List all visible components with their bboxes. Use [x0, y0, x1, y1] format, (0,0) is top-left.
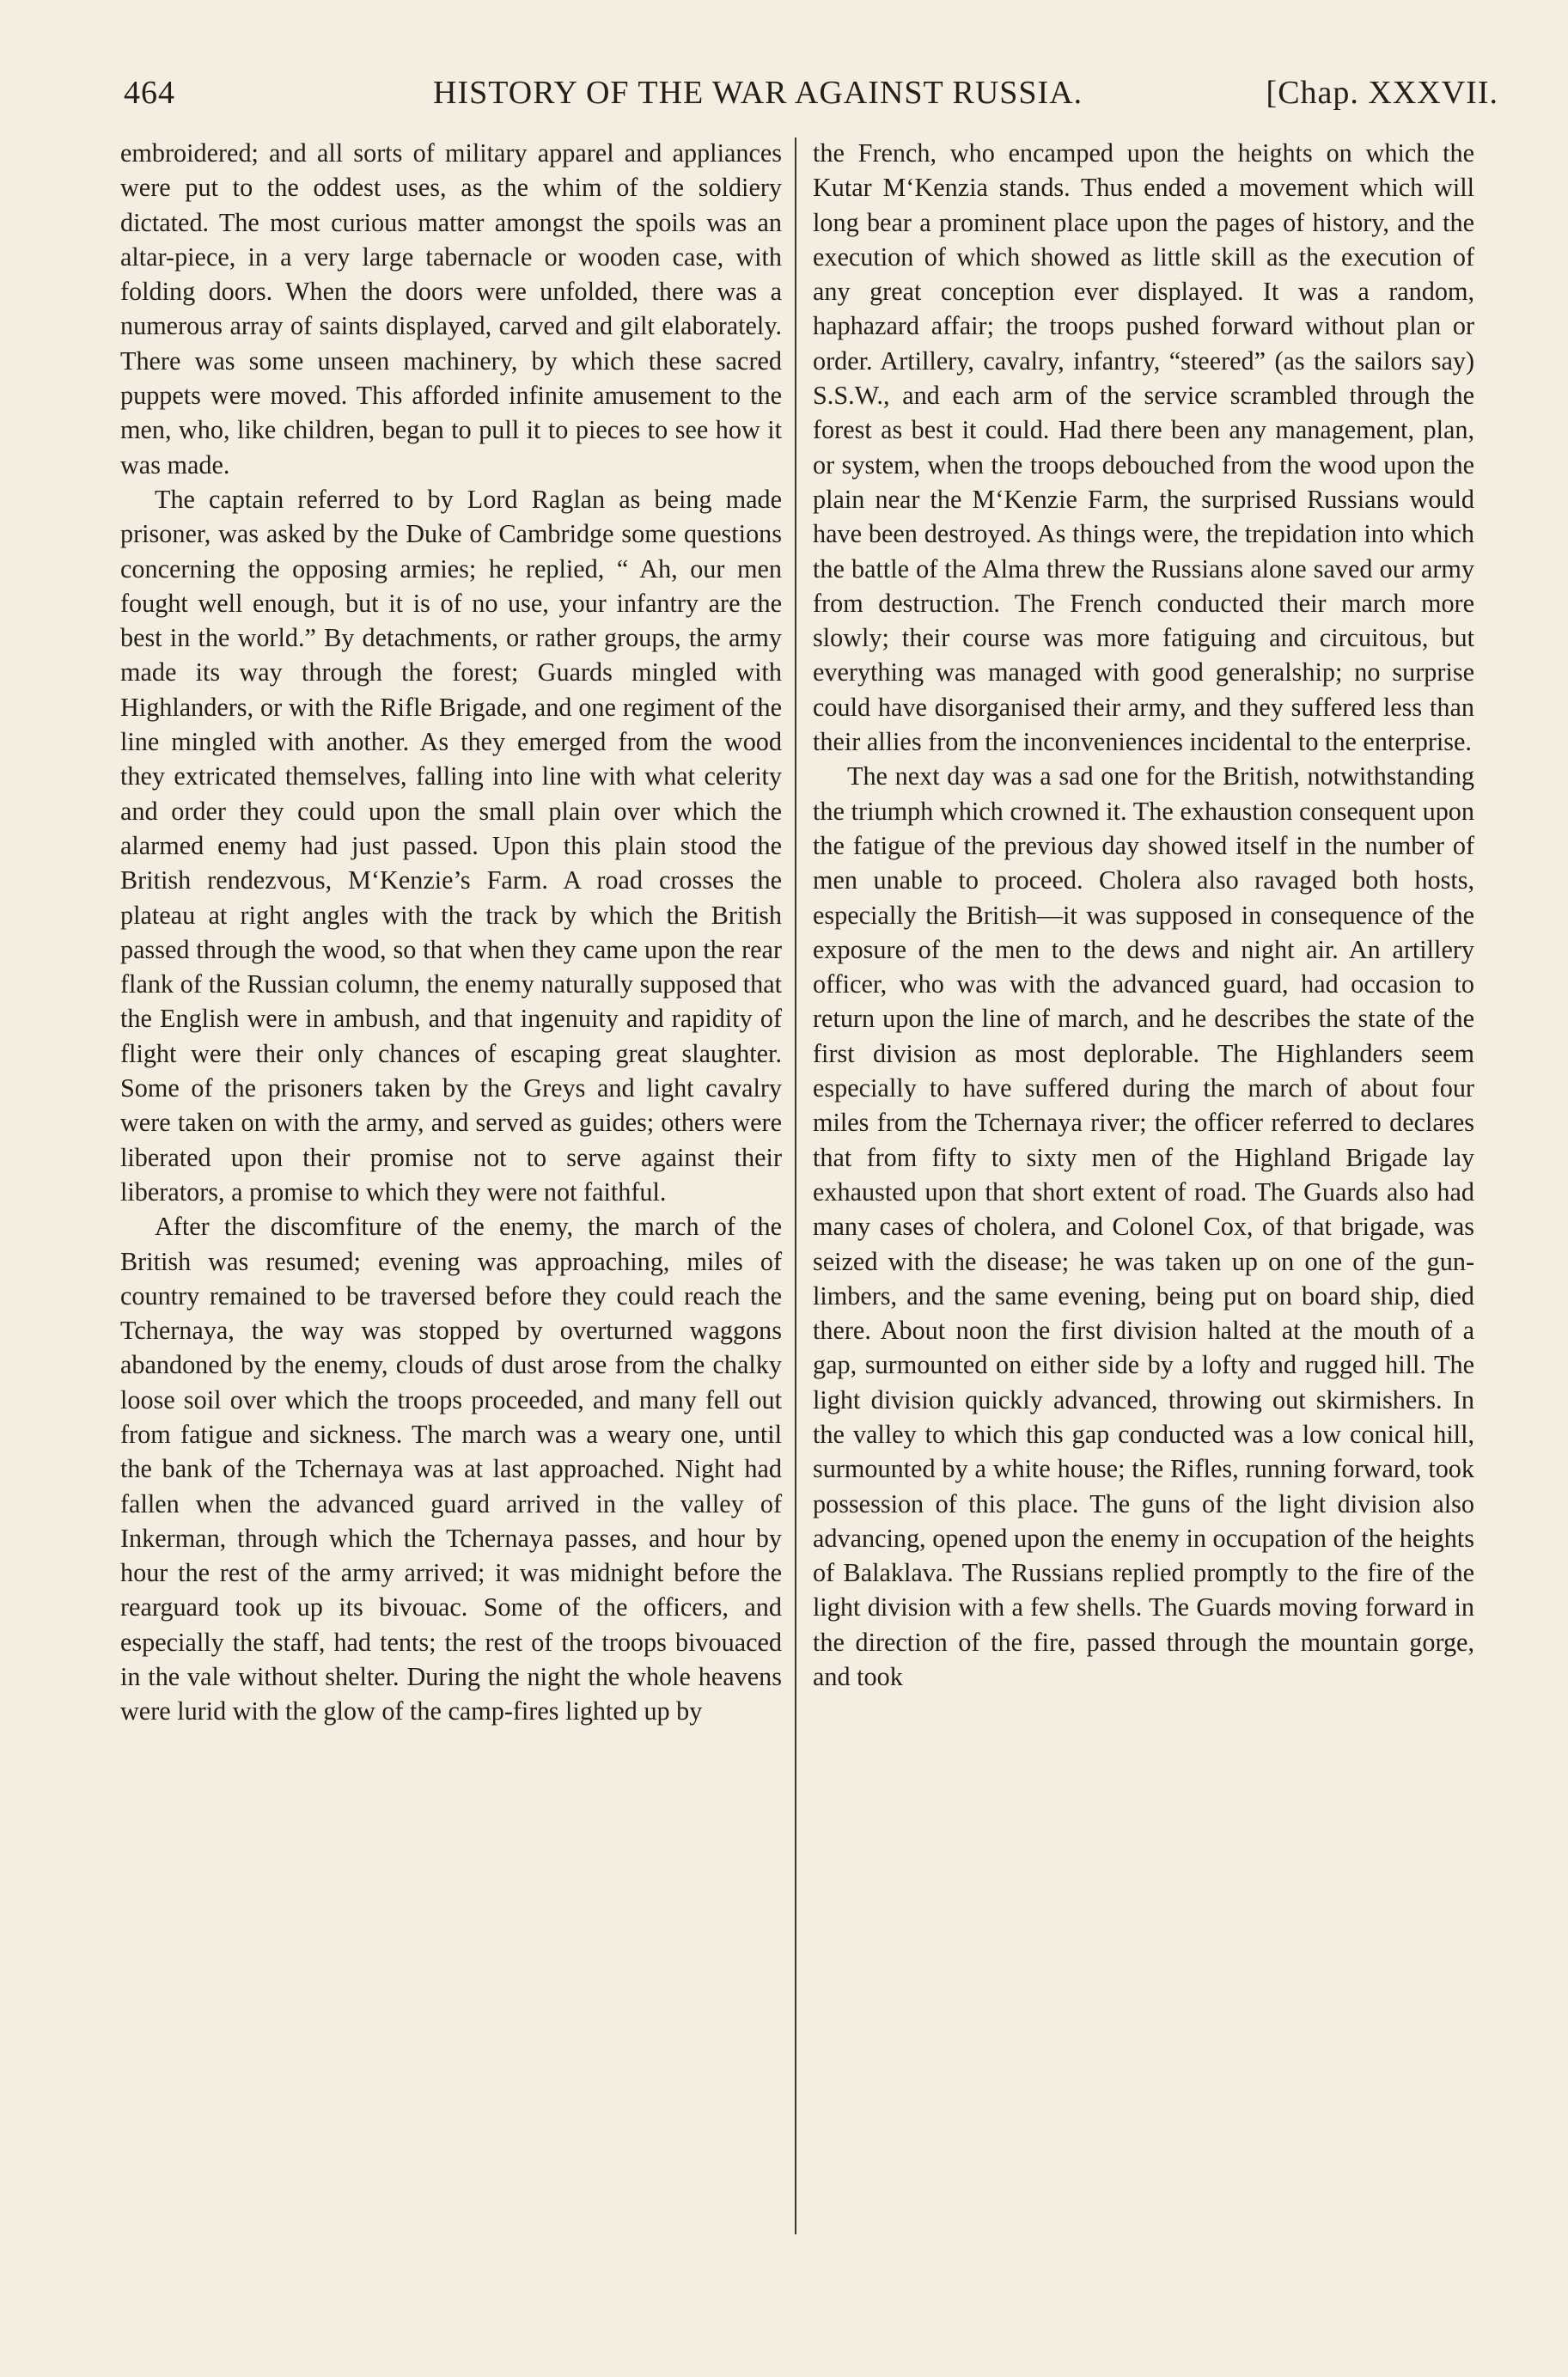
running-title: HISTORY OF THE WAR AGAINST RUSSIA.: [433, 75, 1083, 111]
left-text-column: [120, 136, 782, 1729]
paragraph: embroidered; and all sorts of military apparel and appliances were put to the oddest uses, as the whim of the soldiery dictated. The most curious matter amongst the spoils was an altar-piece, in a very large tabernacle or wooden case, with folding doors. When the doors were unfolded, there was a numerous array of saints displayed, carved and gilt elaborately. There was some unseen machinery, by which these sacred puppets were moved. This afforded infinite amusement to the men, who, like children, began to pull it to pieces to see how it was made.: [120, 138, 782, 480]
page-number: 464: [124, 75, 175, 111]
column-divider: [795, 137, 796, 2234]
paragraph: the French, who encamped upon the heights on which the Kutar M‘Kenzia stands. Thus ended a movement which will long bear a prominent place upon the pages of history, and the execution of which showed as little skill as the execution of any great conception ever displayed. It was a random, haphazard affair; the troops pushed forward without plan or order. Artillery, cavalry, infantry, “steered” (as the sailors say) S.S.W., and each arm of the service scrambled through the forest as best it could. Had there been any management, plan, or system, when the troops debouched from the wood upon the plain near the M‘Kenzie Farm, the surprised Russians would have been destroyed. As things were, the trepidation into which the battle of the Alma threw the Russians alone saved our army from destruction. The French conducted their march more slowly; their course was more fatiguing and circuitous, but everything was managed with good generalship; no surprise could have disorganised their army, and they suffered less than their allies from the inconveniences incidental to the enterprise.: [813, 138, 1474, 757]
right-text-column: [813, 136, 1474, 1694]
running-header: [113, 74, 1498, 122]
chapter-reference: [Chap. XXXVII.: [1266, 75, 1498, 111]
paragraph: The next day was a sad one for the British, notwithstanding the triumph which crowned it. The exhaustion consequent upon the fatigue of the previous day showed itself in the number of men unable to proceed. Cholera also ravaged both hosts, especially the British—it was supposed in consequence of the exposure of the men to the dews and night air. An artillery officer, who was with the advanced guard, had occasion to return upon the line of march, and he describes the state of the first division as most deplorable. The Highlanders seem especially to have suffered during the march of about four miles from the Tchernaya river; the officer referred to declares that from fifty to sixty men of the Highland Brigade lay exhausted upon that short extent of road. The Guards also had many cases of cholera, and Colonel Cox, of that brigade, was seized with the disease; he was taken up on one of the gun-limbers, and the same evening, being put on board ship, died there. About noon the first division halted at the mouth of a gap, surmounted on either side by a lofty and rugged hill. The light division quickly advanced, throwing out skirmishers. In the valley to which this gap conducted was a low conical hill, surmounted by a white house; the Rifles, running forward, took possession of this place. The guns of the light division also advancing, opened upon the enemy in occupation of the heights of Balaklava. The Russians replied promptly to the fire of the light division with a few shells. The Guards moving forward in the direction of the fire, passed through the mountain gorge, and took: [813, 761, 1474, 1692]
paragraph: The captain referred to by Lord Raglan as being made prisoner, was asked by the Duke of Cambridge some questions concerning the opposing armies; he replied, “ Ah, our men fought well enough, but it is of no use, your infantry are the best in the world.” By detachments, or rather groups, the army made its way through the forest; Guards mingled with Highlanders, or with the Rifle Brigade, and one regiment of the line mingled with another. As they emerged from the wood they extricated themselves, falling into line with what celerity and order they could upon the small plain over which the alarmed enemy had just passed. Upon this plain stood the British rendezvous, M‘Kenzie’s Farm. A road crosses the plateau at right angles with the track by which the British passed through the wood, so that when they came upon the rear flank of the Russian column, the enemy naturally supposed that the English were in ambush, and that ingenuity and rapidity of flight were their only chances of escaping great slaughter. Some of the prisoners taken by the Greys and light cavalry were taken on with the army, and served as guides; others were liberated upon their promise not to serve against their liberators, a promise to which they were not faithful.: [120, 484, 782, 1207]
paragraph: After the discomfiture of the enemy, the march of the British was resumed; evening was approaching, miles of country remained to be traversed before they could reach the Tchernaya, the way was stopped by overturned waggons abandoned by the enemy, clouds of dust arose from the chalky loose soil over which the troops proceeded, and many fell out from fatigue and sickness. The march was a weary one, until the bank of the Tchernaya was at last approached. Night had fallen when the advanced guard arrived in the valley of Inkerman, through which the Tchernaya passes, and hour by hour the rest of the army arrived; it was midnight before the rearguard took up its bivouac. Some of the officers, and especially the staff, had tents; the rest of the troops bivouaced in the vale without shelter. During the night the whole heavens were lurid with the glow of the camp-fires lighted up by: [120, 1212, 782, 1726]
